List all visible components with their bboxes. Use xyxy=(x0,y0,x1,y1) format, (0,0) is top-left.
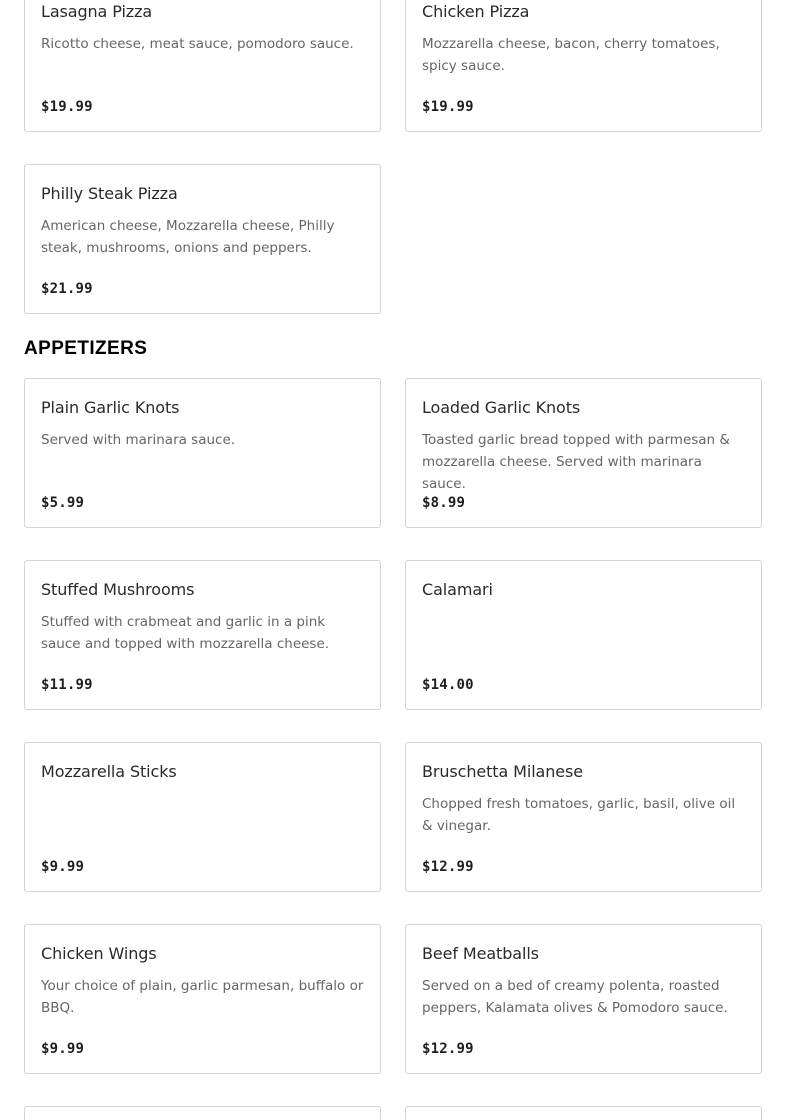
menu-item-card[interactable] xyxy=(24,924,381,1074)
menu-item-card[interactable] xyxy=(24,378,381,528)
menu-item-name: Plain Garlic Knots xyxy=(41,398,180,417)
menu-item-description: Served on a bed of creamy polenta, roasted peppers, Kalamata olives & Pomodoro sauce. xyxy=(422,978,728,1016)
menu-item-card[interactable] xyxy=(405,560,762,710)
menu-item-description: American cheese, Mozzarella cheese, Philly steak, mushrooms, onions and peppers. xyxy=(41,218,335,256)
menu-item-name: Calamari xyxy=(422,580,493,599)
menu-item-name: Stuffed Mushrooms xyxy=(41,580,195,599)
menu-item-description: Chopped fresh tomatoes, garlic, basil, olive oil & vinegar. xyxy=(422,796,736,834)
menu-item-card[interactable] xyxy=(24,560,381,710)
menu-item-card[interactable] xyxy=(24,164,381,314)
menu-item-price: $5.99 xyxy=(41,495,85,511)
menu-item-name: Beef Meatballs xyxy=(422,944,539,963)
menu-item-price: $19.99 xyxy=(41,99,93,115)
menu-item-name: Loaded Garlic Knots xyxy=(422,398,581,417)
menu-item-price: $9.99 xyxy=(41,859,85,875)
menu-item-description: Your choice of plain, garlic parmesan, buffalo or BBQ. xyxy=(41,978,364,1016)
menu-item-price: $21.99 xyxy=(41,281,93,297)
menu-item-price: $14.00 xyxy=(422,677,474,693)
menu-item-card[interactable] xyxy=(24,0,381,132)
menu-item-name: Chicken Wings xyxy=(41,944,157,963)
menu-item-description: Served with marinara sauce. xyxy=(41,432,236,448)
menu-item-name: Lasagna Pizza xyxy=(41,2,153,21)
menu-item-name: Bruschetta Milanese xyxy=(422,762,584,781)
section-heading-appetizers: APPETIZERS xyxy=(24,338,148,359)
menu-item-name: Chicken Pizza xyxy=(422,2,530,21)
menu-item-card[interactable] xyxy=(24,742,381,892)
menu-item-price: $19.99 xyxy=(422,99,474,115)
menu-item-card[interactable] xyxy=(405,742,762,892)
menu-item-card[interactable] xyxy=(24,1106,381,1120)
menu-item-price: $11.99 xyxy=(41,677,93,693)
menu-item-card[interactable] xyxy=(405,378,762,528)
menu-item-name: Philly Steak Pizza xyxy=(41,184,178,203)
menu-item-price: $9.99 xyxy=(41,1041,85,1057)
menu-item-card[interactable] xyxy=(405,1106,762,1120)
menu-item-price: $8.99 xyxy=(422,495,466,511)
menu-item-price: $12.99 xyxy=(422,859,474,875)
menu-item-price: $12.99 xyxy=(422,1041,474,1057)
menu-item-card[interactable] xyxy=(405,924,762,1074)
menu-item-card[interactable] xyxy=(405,0,762,132)
menu-item-description: Toasted garlic bread topped with parmesan & mozzarella cheese. Served with marinara sauce. xyxy=(422,432,730,492)
menu-item-description: Stuffed with crabmeat and garlic in a pink sauce and topped with mozzarella cheese. xyxy=(41,614,330,652)
menu-item-description: Ricotto cheese, meat sauce, pomodoro sauce. xyxy=(41,36,354,52)
menu-item-name: Mozzarella Sticks xyxy=(41,762,177,781)
menu-item-description: Mozzarella cheese, bacon, cherry tomatoes, spicy sauce. xyxy=(422,36,720,74)
